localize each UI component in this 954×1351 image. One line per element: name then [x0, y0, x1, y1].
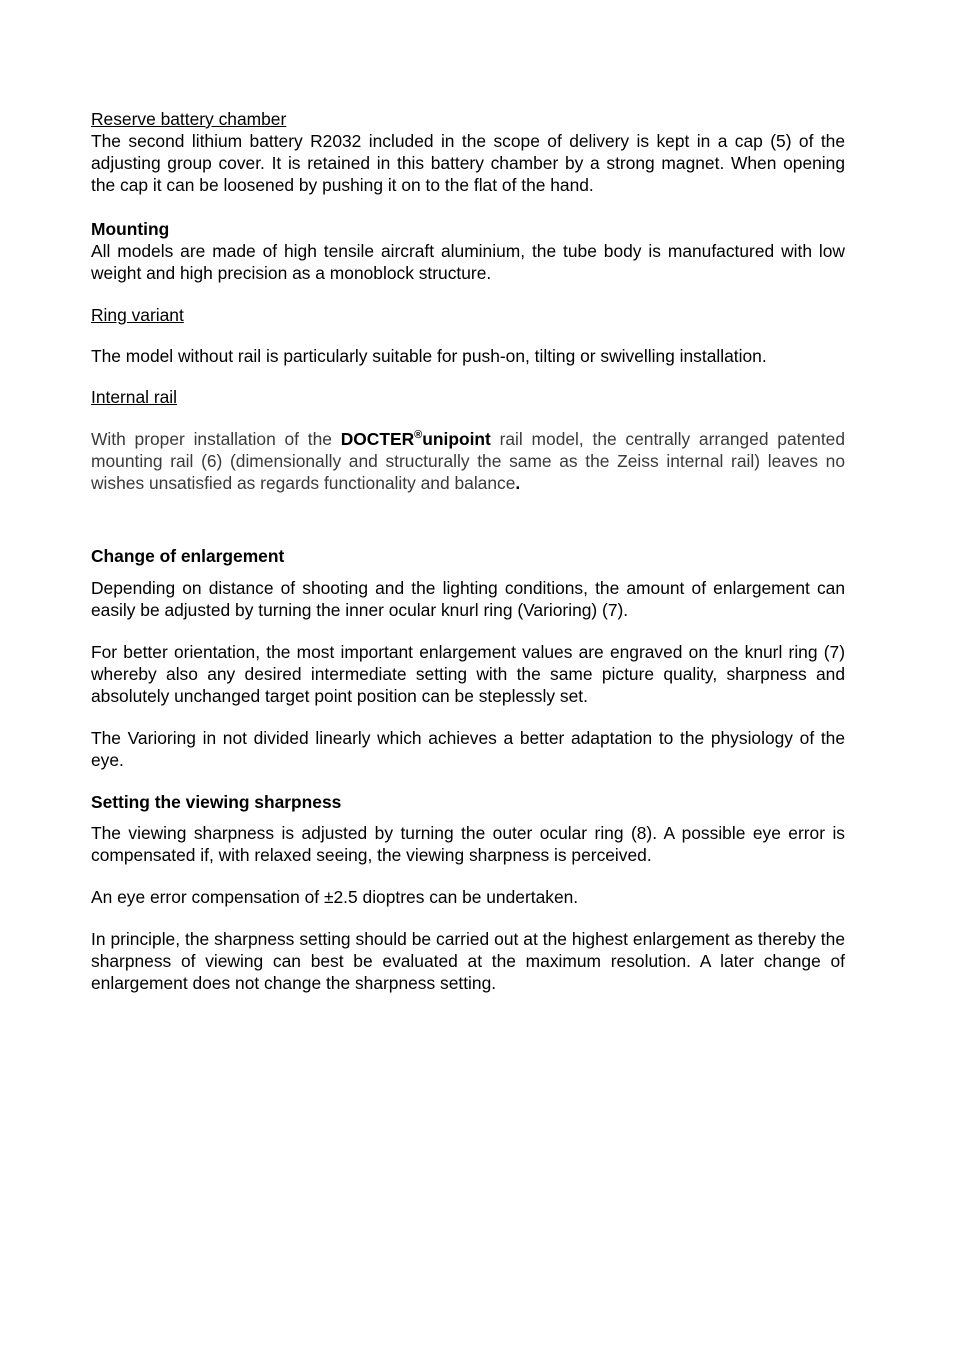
brand-unipoint: unipoint [422, 429, 491, 449]
heading-ring-variant: Ring variant [91, 305, 184, 325]
paragraph-enlargement-3: The Varioring in not divided linearly which achieves a better adaptation to the physiology of the eye. [91, 728, 845, 770]
paragraph-sharpness-3: In principle, the sharpness setting should be carried out at the highest enlargement as thereby the sharpness of viewing can best be evaluated at the maximum resolution. A later change of enlargement does not change the sharpness setting. [91, 929, 845, 993]
heading-change-of-enlargement: Change of enlargement [91, 546, 285, 566]
heading-setting-viewing-sharpness: Setting the viewing sharpness [91, 792, 342, 812]
paragraph-enlargement-1: Depending on distance of shooting and the lighting conditions, the amount of enlargement can easily be adjusted by turning the inner ocular knurl ring (Varioring) (7). [91, 578, 845, 620]
paragraph-reserve-battery: The second lithium battery R2032 included in the scope of delivery is kept in a cap (5) of the adjusting group cover. It is retained in this battery chamber by a strong magnet. When opening the cap it can be loosened by pushing it on to the flat of the hand. [91, 131, 845, 195]
heading-internal-rail: Internal rail [91, 387, 178, 407]
paragraph-mounting: All models are made of high tensile aircraft aluminium, the tube body is manufactured with low weight and high precision as a monoblock structure. [91, 241, 845, 283]
rail-text-before: With proper installation of the [91, 429, 341, 449]
paragraph-sharpness-2: An eye error compensation of ±2.5 dioptres can be undertaken. [91, 887, 579, 907]
rail-period: . [515, 473, 521, 493]
brand-docter: DOCTER [340, 429, 415, 449]
rail-text-after: rail model, the centrally arranged patented mounting rail (6) (dimensionally and structurally the same as the Zeiss internal rail) leaves no wishes unsatisfied as regards functionality and balance [91, 429, 846, 493]
heading-mounting: Mounting [91, 219, 170, 239]
heading-reserve-battery-chamber: Reserve battery chamber [91, 109, 287, 129]
registered-mark: ® [414, 429, 423, 441]
document-page [91, 108, 845, 994]
paragraph-internal-rail [91, 428, 845, 494]
paragraph-sharpness-1: The viewing sharpness is adjusted by turning the outer ocular ring (8). A possible eye error is compensated if, with relaxed seeing, the viewing sharpness is perceived. [91, 823, 845, 865]
paragraph-ring-variant: The model without rail is particularly suitable for push-on, tilting or swivelling installation. [91, 346, 767, 366]
paragraph-enlargement-2: For better orientation, the most important enlargement values are engraved on the knurl ring (7) whereby also any desired intermediate setting with the same picture quality, sharpness and absolutely unchanged target point position can be steplessly set. [91, 642, 845, 706]
